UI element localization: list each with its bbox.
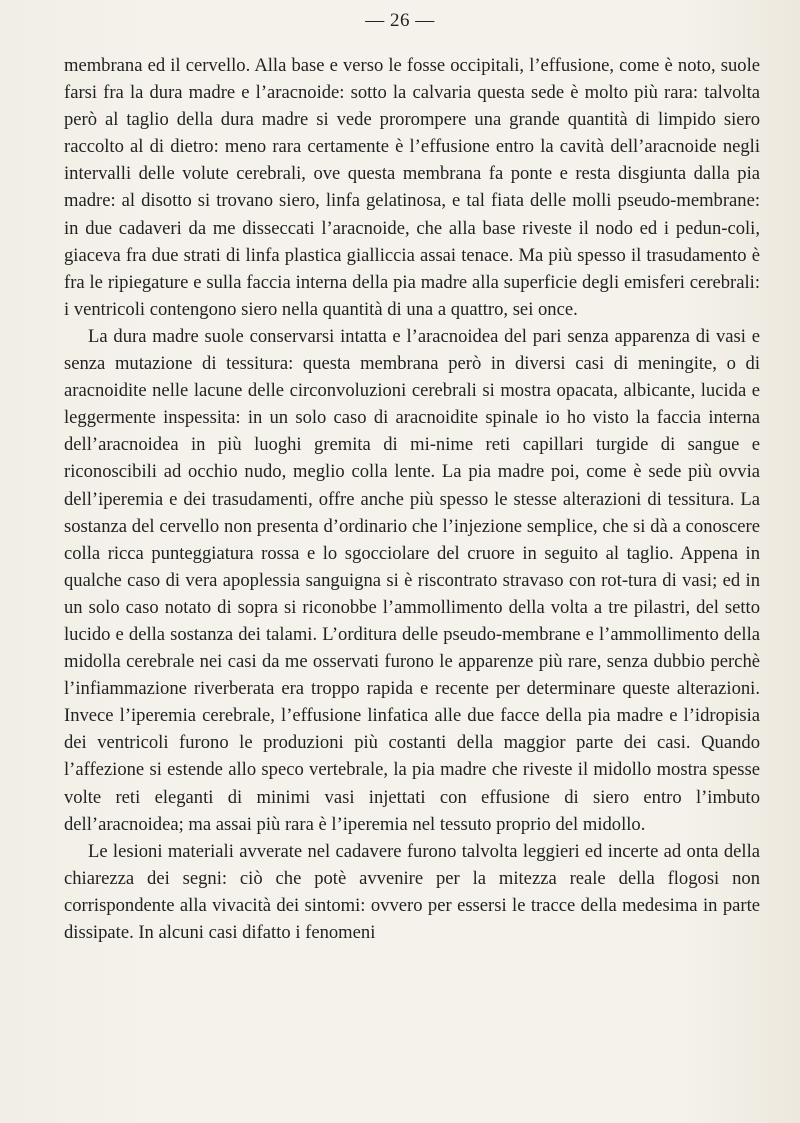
body-text (64, 52, 760, 946)
paragraph-1: membrana ed il cervello. Alla base e verso le fosse occipitali, l’effusione, come è noto, suole farsi fra la dura madre e l’aracnoide: sotto la calvaria questa sede è molto più rara: talvolta però al taglio della dura madre si vede prorompere una grande quantità di limpido siero raccolto al di dietro: meno rara certamente è l’effusione entro la cavità dell’aracnoide negli intervalli delle volute cerebrali, ove questa membrana fa ponte e resta disgiunta dalla pia madre: al disotto si trovano siero, linfa gelatinosa, e tal fiata delle molli pseudo-membrane: in due cadaveri da me disseccati l’aracnoide, che alla base riveste il nodo ed i pedun-coli, giaceva fra due strati di linfa plastica gialliccia assai tenace. Ma più spesso il trasudamento è fra le ripiegature e sulla faccia interna della pia madre alla superficie degli emisferi cerebrali: i ventricoli contengono siero nella quantità di una a quattro, sei once. (64, 55, 760, 320)
paragraph-3: Le lesioni materiali avverate nel cadavere furono talvolta leggieri ed incerte ad onta della chiarezza dei segni: ciò che potè avvenire per la mitezza reale della flogosi non corrispondente alla vivacità dei sintomi: ovvero per essersi le tracce della medesima in parte dissipate. In alcuni casi difatto i fenomeni (64, 840, 760, 943)
paragraph-2: La dura madre suole conservarsi intatta e l’aracnoidea del pari senza apparenza di vasi e senza mutazione di tessitura: questa membrana però in diversi casi di meningite, o di aracnoidite nelle lacune delle circonvoluzioni cerebrali si mostra opacata, albicante, lucida e leggermente inspessita: in un solo caso di aracnoidite spinale io ho visto la faccia interna dell’aracnoidea in più luoghi gremita di mi-nime reti capillari turgide di sangue e riconoscibili ad occhio nudo, meglio colla lente. La pia madre poi, come è sede più ovvia dell’iperemia e dei trasudamenti, offre anche più spesso le stesse alterazioni di tessitura. La sostanza del cervello non presenta d’ordinario che l’injezione semplice, che si dà a conoscere colla ricca punteggiatura rossa e lo sgocciolare del cruore in seguito al taglio. Appena in qualche caso di vera apoplessia sanguigna si è riscontrato stravaso con rot-tura di vasi; ed in un solo caso notato di sopra si riconobbe l’ammollimento della volta a tre pilastri, del setto lucido e della sostanza dei talami. L’orditura delle pseudo-membrane e l’ammollimento della midolla cerebrale nei casi da me osservati furono le apparenze più rare, senza dubbio perchè l’infiammazione riverberata era troppo rapida e recente per determinare queste alterazioni. Invece l’iperemia cerebrale, l’effusione linfatica alle due facce della pia madre e l’idropisia dei ventricoli furono le produzioni più costanti della maggior parte dei casi. Quando l’affezione si estende allo speco vertebrale, la pia madre che riveste il midollo mostra spesse volte reti eleganti di minimi vasi injettati con effusione di siero entro l’imbuto dell’aracnoidea; ma assai più rara è l’iperemia nel tessuto proprio del midollo. (64, 325, 760, 835)
page-number: — 26 — (365, 10, 435, 31)
